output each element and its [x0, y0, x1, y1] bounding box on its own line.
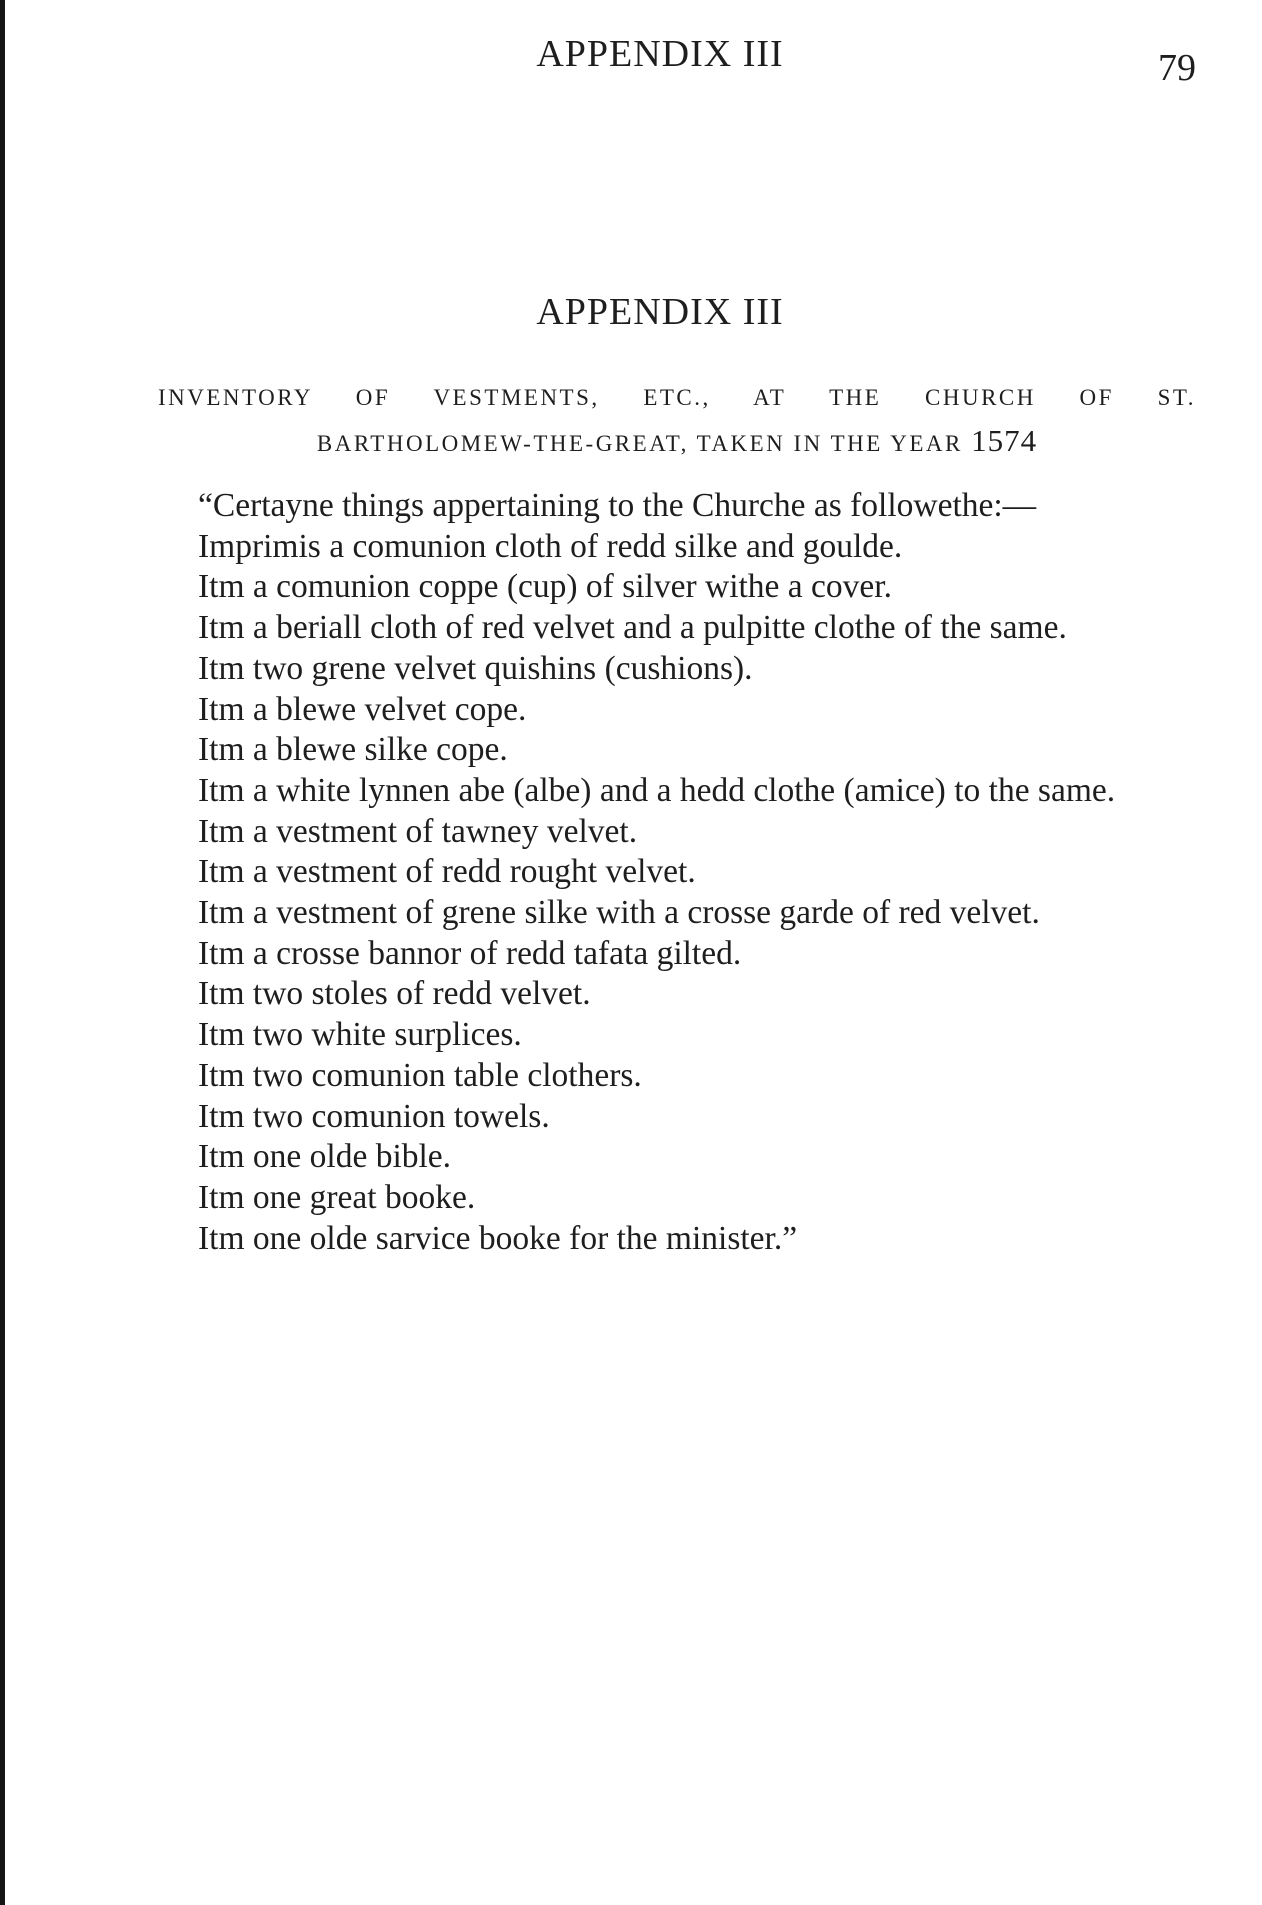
appendix-title: APPENDIX III [536, 291, 784, 333]
inventory-item: Itm a beriall cloth of red velvet and a pulpitte clothe of the same. [198, 609, 1067, 647]
inventory-list [158, 486, 1196, 1259]
inventory-item: Itm a blewe silke cope. [198, 731, 508, 769]
page-binding-edge [0, 0, 5, 1905]
subtitle-line-2-text: BARTHOLOMEW-THE-GREAT, TAKEN IN THE YEAR [316, 431, 963, 456]
inventory-item: Itm a vestment of grene silke with a crosse garde of red velvet. [198, 894, 1040, 932]
inventory-item: Itm a white lynnen abe (albe) and a hedd clothe (amice) to the same. [198, 771, 1116, 809]
inventory-item: Itm two white surplices. [198, 1016, 522, 1054]
page-number: 79 [1158, 47, 1196, 89]
inventory-item: Itm a vestment of tawney velvet. [198, 812, 638, 850]
subtitle-line-2 [158, 419, 1196, 465]
subtitle-year: 1574 [971, 423, 1038, 458]
inventory-subtitle [158, 376, 1196, 465]
inventory-item: Itm a vestment of redd rought velvet. [198, 853, 696, 891]
inventory-item: Itm one olde bible. [198, 1138, 452, 1176]
inventory-item: Itm two comunion table clothers. [198, 1056, 642, 1094]
inventory-item: Itm two grene velvet quishins (cushions). [198, 649, 753, 687]
inventory-item: Itm one great booke. [198, 1178, 476, 1216]
running-head: APPENDIX III [536, 33, 784, 75]
inventory-intro: “Certayne things appertaining to the Churche as followethe:— [198, 487, 1037, 524]
inventory-item: Itm a crosse bannor of redd tafata gilted. [198, 934, 742, 972]
inventory-item: Imprimis a comunion cloth of redd silke and goulde. [198, 527, 903, 565]
inventory-item: Itm two comunion towels. [198, 1097, 550, 1135]
inventory-item: Itm two stoles of redd velvet. [198, 975, 591, 1013]
subtitle-line-1: INVENTORY OF VESTMENTS, ETC., AT THE CHURCH OF ST. [158, 385, 1196, 410]
inventory-item: Itm one olde sarvice booke for the minister.” [198, 1219, 798, 1257]
inventory-item: Itm a blewe velvet cope. [198, 690, 527, 728]
inventory-item: Itm a comunion coppe (cup) of silver withe a cover. [198, 568, 892, 606]
